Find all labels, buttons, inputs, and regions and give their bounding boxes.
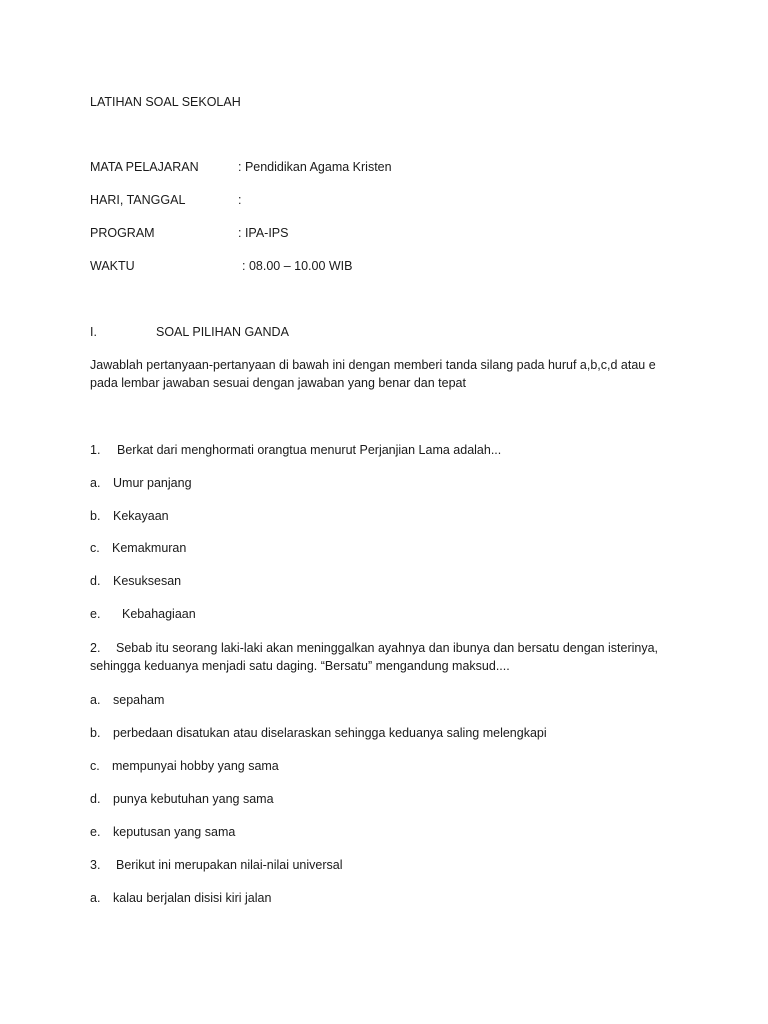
option-text: sepaham: [113, 693, 165, 707]
question-1-number: 1.: [90, 443, 101, 457]
section-instruction-line1: Jawablah pertanyaan-pertanyaan di bawah ini dengan memberi tanda silang pada huruf a,b,c,d atau e: [90, 358, 656, 372]
question-2-number: 2.: [90, 641, 101, 655]
option-letter: e.: [90, 825, 101, 839]
option-letter: a.: [90, 476, 101, 490]
info-time-value: : 08.00 – 10.00 WIB: [242, 259, 353, 273]
question-2-text-line1: Sebab itu seorang laki-laki akan meninggalkan ayahnya dan ibunya dan bersatu dengan isterinya,: [116, 641, 659, 655]
question-2-text-line2: sehingga keduanya menjadi satu daging. “Bersatu” mengandung maksud....: [90, 659, 510, 673]
option-letter: a.: [90, 891, 101, 905]
info-program-value: : IPA-IPS: [238, 226, 289, 240]
option-letter: d.: [90, 574, 101, 588]
option-text: Kebahagiaan: [122, 607, 196, 621]
info-subject-label: MATA PELAJARAN: [90, 160, 199, 174]
option-letter: b.: [90, 726, 101, 740]
section-instruction-line2: pada lembar jawaban sesuai dengan jawaban yang benar dan tepat: [90, 376, 466, 390]
option-letter: c.: [90, 759, 100, 773]
question-3-number: 3.: [90, 858, 101, 872]
section-title: SOAL PILIHAN GANDA: [156, 325, 289, 339]
info-date-label: HARI, TANGGAL: [90, 193, 186, 207]
option-text: punya kebutuhan yang sama: [113, 792, 274, 806]
option-letter: e.: [90, 607, 101, 621]
option-text: Umur panjang: [113, 476, 192, 490]
option-text: mempunyai hobby yang sama: [112, 759, 279, 773]
option-letter: c.: [90, 541, 100, 555]
info-date-value: :: [238, 193, 242, 207]
info-time-label: WAKTU: [90, 259, 135, 273]
document-title: LATIHAN SOAL SEKOLAH: [90, 95, 241, 109]
option-text: kalau berjalan disisi kiri jalan: [113, 891, 272, 905]
question-1-text: Berkat dari menghormati orangtua menurut Perjanjian Lama adalah...: [117, 443, 502, 457]
info-subject-value: : Pendidikan Agama Kristen: [238, 160, 392, 174]
option-text: perbedaan disatukan atau diselaraskan sehingga keduanya saling melengkapi: [113, 726, 547, 740]
option-letter: a.: [90, 693, 101, 707]
info-program-label: PROGRAM: [90, 226, 155, 240]
option-text: Kemakmuran: [112, 541, 187, 555]
section-number: I.: [90, 325, 97, 339]
option-letter: d.: [90, 792, 101, 806]
option-text: Kesuksesan: [113, 574, 182, 588]
option-letter: b.: [90, 509, 101, 523]
option-text: keputusan yang sama: [113, 825, 236, 839]
question-3-text: Berikut ini merupakan nilai-nilai universal: [116, 858, 343, 872]
option-text: Kekayaan: [113, 509, 169, 523]
